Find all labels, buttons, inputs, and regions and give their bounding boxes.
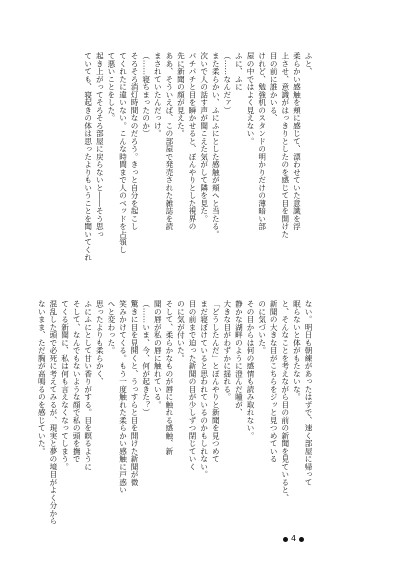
text-line: 「どうしたんだ」とぼんやりと新聞を見つめて — [211, 300, 221, 463]
text-line: 眠らないと体がもたないな。 — [292, 300, 302, 401]
text-line: ないまま、ただ胸が高鳴るのを感じていた。 — [37, 300, 47, 455]
text-line: 静かな湖畔のように澄んだ瞳が、 — [234, 300, 244, 417]
text-line: へと変わった。 — [106, 300, 116, 355]
text-line: ああ、そういえば、この部屋で発売された雑誌を読 — [164, 52, 174, 231]
text-line: また柔らかい、ふにふにとした感触が頬へと当たる。 — [211, 52, 221, 238]
text-line: 柔らかい感触を頬に感じて、漂わせていた意識を浮 — [292, 52, 302, 231]
text-line: てくれたに違いない。こんな時間まで人のベッドを占領し — [118, 52, 128, 254]
text-line: てくる新聞に、私は何も言えなくなってしまう。 — [60, 300, 70, 471]
text-line: （……いま、今、何が起きた？） — [141, 300, 151, 417]
text-line: まだ寝ぼけていると思われているのかもしれない。 — [199, 300, 209, 479]
text-line: そろそろ消灯時間なのだろう。きっと自分を起こし — [130, 52, 140, 231]
text-line: 大きな目がわずかに揺れる。 — [222, 300, 232, 401]
text-line: 思ったよりも柔らかく、 — [95, 300, 105, 386]
text-line: 驚きに目を見開くと、うっすらと目を開けた新聞が微 — [130, 300, 140, 486]
text-line: （……なんだァ） — [222, 52, 232, 114]
text-line: 笑みかけてくる。もう一度触れた柔らかい感触に戸惑い — [118, 300, 128, 494]
text-line: 次いで人の話す声が聞こえた気がして隣を見た。 — [199, 52, 209, 223]
text-line: まされていたんだっけ。 — [153, 52, 163, 138]
text-line: ていても、寝起きの体は思ったよりもいうことを聞いてくれ — [83, 52, 93, 262]
text-line: パチパチと目を瞬かせると、ぼんやりとした視界の — [188, 52, 198, 231]
page-number-dot-left — [283, 537, 288, 542]
text-line: ふに、ふに — [234, 52, 244, 91]
text-line: 起き上がってそろそろ部屋に戻らないと――そう思っ — [95, 52, 105, 238]
text-line: そして、なんでもないような顔で私の頭を撫で — [72, 300, 82, 463]
text-line: 新聞の大きな目がこちらをジッと見つめている — [269, 300, 279, 463]
text-line: けれど、勉強机のスタンドの明かりだけの薄暗い部 — [257, 52, 267, 231]
page-number-text: 4 — [291, 534, 297, 543]
text-line: ふにふにとして甘い香りがする。目を瞑るように — [83, 300, 93, 471]
text-line: て悪いことをした。 — [106, 52, 116, 122]
page-number-dot-right — [299, 537, 304, 542]
text-line: ない。明日も朝練があったはずで、速く部屋に帰って — [304, 300, 313, 486]
text-line: （……寝ちまったのか） — [141, 52, 151, 138]
text-line: 混乱した頭で必死に考えてみるが、現実と夢の境目がよく分から — [48, 300, 58, 525]
text-column-bottom — [37, 300, 314, 525]
text-column-top — [83, 52, 314, 269]
text-line: 目の前に誰かいる、 — [269, 52, 279, 122]
text-line: 屋の中ではよく見えない。 — [246, 52, 256, 145]
text-line: のに気づいた。 — [257, 300, 267, 355]
page-number — [283, 534, 304, 544]
text-line: その目からは何の感情も読み取れない。 — [246, 300, 256, 440]
text-line: ふと、 — [304, 52, 313, 76]
text-line: のに気が付いた。 — [176, 300, 186, 362]
text-line: 聞の唇が私の唇に触れている。 — [153, 300, 163, 409]
text-line: 目の前まで迫った新聞の目が少しずつ閉じていく — [188, 300, 198, 471]
text-line: そして、柔らかなものが唇に触れる感触、新 — [164, 300, 174, 455]
text-line: 先に新聞の顔が見えた。 — [176, 52, 186, 138]
text-line: 上させ、意識がはっきりとしたのを感じて目を開けた — [280, 52, 290, 238]
text-line: と、そんなことを考えながら目の前の新聞を見ていると、 — [280, 300, 290, 502]
